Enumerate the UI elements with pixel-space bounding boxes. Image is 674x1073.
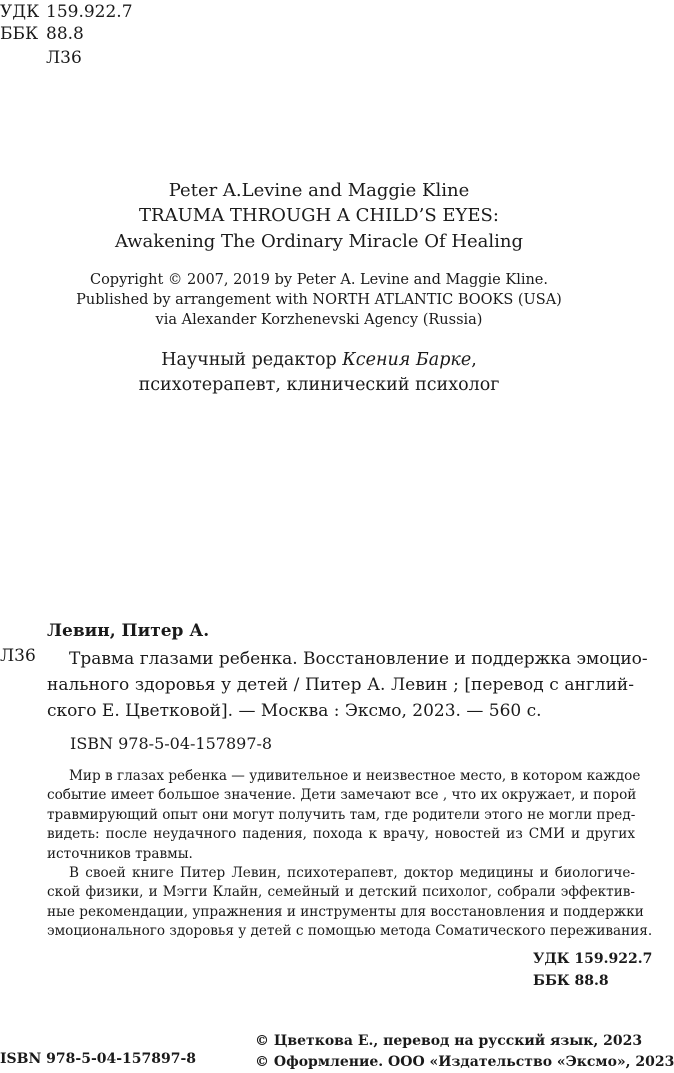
- annotation-line: событие имеет большое значение. Дети замечают все , что их окружает, и порой: [47, 787, 637, 804]
- annotation-line: видеть: после неудачного падения, похода к врачу, новостей из СМИ и других: [47, 826, 635, 843]
- catalog-line: Травма глазами ребенка. Восстановление и поддержка эмоцио-: [69, 649, 648, 669]
- annotation-line: травмирующий опыт они могут получить там, где родители этого не могли пред-: [47, 806, 636, 823]
- original-title: TRAUMA THROUGH A CHILD’S EYES:: [139, 205, 499, 226]
- scientific-editor-name: Ксения Барке: [342, 350, 472, 370]
- scientific-editor: [0, 348, 638, 373]
- catalog-author-heading: Левин, Питер А.: [47, 621, 210, 641]
- catalog-mark: Л36: [0, 646, 36, 666]
- catalog-line: ского Е. Цветковой]. — Москва : Эксмо, 2023. — 560 с.: [47, 701, 542, 721]
- udk-line: [0, 0, 133, 24]
- copyright-translation: © Цветкова Е., перевод на русский язык, 2023: [255, 1033, 643, 1049]
- udk-label: УДК: [0, 2, 40, 22]
- catalog-description: [47, 646, 648, 724]
- scientific-editor-suffix: ,: [471, 350, 477, 370]
- catalog-isbn: ISBN 978-5-04-157897-8: [70, 734, 273, 753]
- udk-value: 159.922.7: [46, 2, 133, 22]
- bbk-line: [0, 22, 84, 46]
- footer-isbn: ISBN 978-5-04-157897-8: [0, 1051, 197, 1067]
- udk-code: УДК 159.922.7: [533, 951, 653, 967]
- author-mark: Л36: [46, 48, 82, 68]
- catalog-line: нального здоровья у детей / Питер А. Левин ; [перевод с англий-: [47, 675, 634, 695]
- original-publisher: Published by arrangement with NORTH ATLANTIC BOOKS (USA): [76, 292, 562, 308]
- annotation-line: ской физики, и Мэгги Клайн, семейный и детский психолог, собрали эффектив-: [47, 884, 635, 901]
- annotation-line: источников травмы.: [47, 845, 193, 862]
- annotation-line: эмоционального здоровья у детей с помощью метода Соматического переживания.: [47, 923, 653, 940]
- annotation-line: В своей книге Питер Левин, психотерапевт, доктор медицины и биологиче-: [69, 865, 635, 882]
- annotation-line: ные рекомендации, упражнения и инструменты для восстановления и поддержки: [47, 903, 644, 920]
- original-authors: Peter A.Levine and Maggie Kline: [168, 180, 470, 201]
- bbk-label: ББК: [0, 24, 39, 44]
- original-agency: via Alexander Korzhenevski Agency (Russia): [155, 312, 483, 328]
- copyright-design: © Оформление. ООО «Издательство «Эксмо», 2023: [255, 1054, 674, 1070]
- annotation-line: Мир в глазах ребенка — удивительное и неизвестное место, в котором каждое: [69, 768, 641, 784]
- annotation: [47, 767, 653, 942]
- bbk-value: 88.8: [46, 24, 84, 44]
- scientific-editor-role: психотерапевт, клинический психолог: [138, 375, 500, 395]
- bbk-code: ББК 88.8: [533, 973, 609, 989]
- scientific-editor-prefix: Научный редактор: [161, 350, 343, 370]
- original-subtitle: Awakening The Ordinary Miracle Of Healing: [114, 231, 524, 252]
- original-copyright: Copyright © 2007, 2019 by Peter A. Levine and Maggie Kline.: [89, 272, 549, 288]
